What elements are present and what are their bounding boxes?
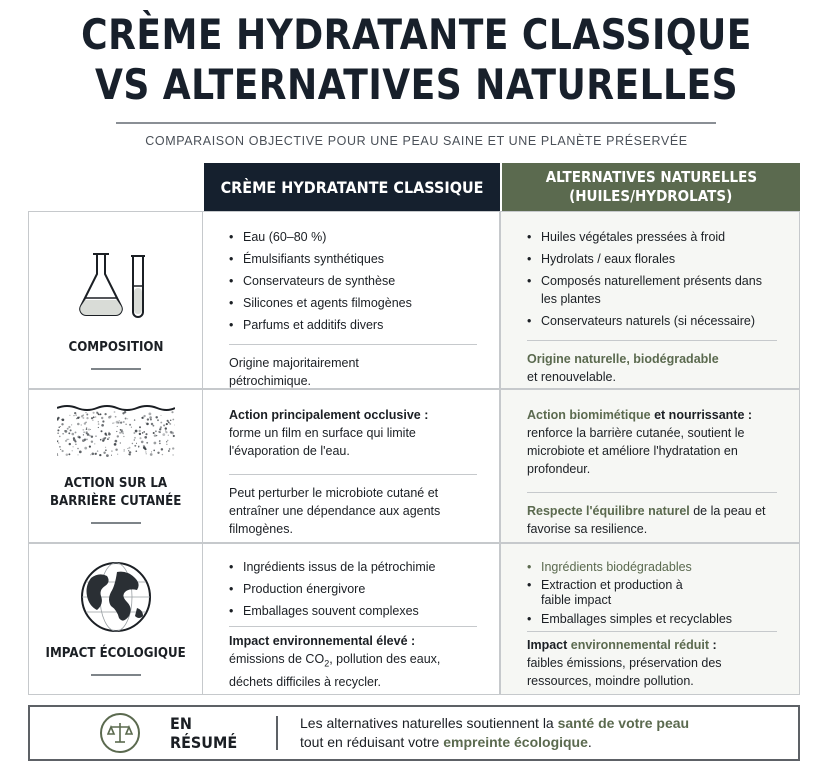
body-text: , pollution des eaux, déchets difficiles à recycler. (229, 652, 441, 689)
column-header-natural (502, 163, 800, 211)
label-underline (91, 674, 141, 676)
row-label-ecology (28, 543, 202, 695)
summary-box (28, 705, 800, 761)
composition-natural-note (527, 350, 777, 386)
highlight-text: Respecte l'équilibre naturel (527, 504, 690, 518)
summary-divider (276, 716, 278, 750)
composition-classic-list (229, 228, 477, 334)
composition-classic-note: Origine majoritairement pétrochimique. (229, 356, 359, 388)
list-item: • Production énergivore (229, 580, 477, 598)
bold-text: Action principalement occlusive : (229, 408, 429, 422)
cell-ecology-classic (202, 543, 500, 695)
cell-composition-classic (202, 211, 500, 389)
row-label-composition (28, 211, 202, 389)
summary-highlight: empreinte écologique (443, 734, 588, 750)
summary-highlight: santé de votre peau (557, 715, 690, 731)
summary-title: EN RÉSUMÉ (170, 714, 238, 752)
barrier-natural-note (527, 502, 777, 538)
row-label-text: IMPACT ÉCOLOGIQUE (45, 645, 186, 661)
label-line-2: BARRIÈRE CUTANÉE (49, 493, 182, 509)
list-item: • Ingrédients biodégradables (527, 558, 777, 576)
title-line-1: CRÈME HYDRATANTE CLASSIQUE (81, 10, 752, 59)
barrier-classic-text (229, 406, 454, 460)
list-item: • Composés naturellement présents dans les plantes (527, 272, 767, 308)
skin-texture-icon (57, 404, 175, 458)
cell-composition-natural (500, 211, 800, 389)
list-item: • Eau (60–80 %) (229, 228, 477, 246)
column-header-classic (204, 163, 500, 211)
column-header-classic-label: CRÈME HYDRATANTE CLASSIQUE (220, 177, 484, 197)
ecology-classic-note (229, 632, 469, 691)
list-item: • Conservateurs de synthèse (229, 272, 477, 290)
comparison-table (28, 211, 800, 695)
note-text: de la peau et favorise sa resilience. (527, 504, 766, 536)
list-item: • Emballages simples et recyclables (527, 610, 777, 628)
highlight-text: Action biomimétique (527, 408, 651, 422)
summary-text-part: Les alternatives naturelles soutiennent la (300, 715, 558, 731)
list-item: • Extraction et production à faible impact (527, 578, 697, 608)
list-item: • Ingrédients issus de la pétrochimie (229, 558, 477, 576)
page-title (58, 10, 774, 110)
title-divider (116, 122, 716, 124)
cell-divider (527, 492, 777, 493)
cell-barrier-natural (500, 389, 800, 543)
body-text: renforce la barrière cutanée, soutient le microbiote et améliore l'hydratation en profondeur. (527, 426, 745, 476)
barrier-classic-note: Peut perturber le microbiote cutané et entraîner une dépendance aux agents filmogènes. (229, 486, 441, 536)
bold-text: : (709, 638, 717, 652)
list-item: • Conservateurs naturels (si nécessaire) (527, 312, 777, 330)
barrier-natural-text (527, 406, 777, 478)
body-text: forme un film en surface qui limite l'évaporation de l'eau. (229, 426, 416, 458)
ecology-classic-list (229, 558, 477, 620)
label-underline (91, 522, 141, 524)
cell-ecology-natural (500, 543, 800, 695)
page-subtitle: COMPARAISON OBJECTIVE POUR UNE PEAU SAINE ET UNE PLANÈTE PRÉSERVÉE (145, 134, 688, 148)
ecology-natural-list (527, 558, 777, 628)
list-item: • Emballages souvent complexes (229, 602, 477, 620)
highlight-text: Origine naturelle, biodégradable (527, 352, 719, 366)
composition-natural-list (527, 228, 777, 330)
list-item: • Émulsifiants synthétiques (229, 250, 477, 268)
note-text: et renouvelable. (527, 370, 616, 384)
bold-text: Impact (527, 638, 568, 652)
bold-text: Impact environnemental élevé : (229, 634, 416, 648)
label-line-1: ACTION SUR LA (64, 475, 167, 491)
list-item: • Silicones et agents filmogènes (229, 294, 477, 312)
row-label-text (50, 474, 181, 510)
list-item: • Huiles végétales pressées à froid (527, 228, 777, 246)
summary-text (300, 714, 689, 752)
list-item: • Parfums et additifs divers (229, 316, 477, 334)
label-underline (91, 368, 141, 370)
cell-divider (527, 340, 777, 341)
summary-text-part: tout en réduisant votre (300, 734, 444, 750)
highlight-text: environnemental réduit (567, 638, 709, 652)
cell-divider (229, 344, 477, 345)
cell-barrier-classic (202, 389, 500, 543)
body-text: émissions de CO (229, 652, 325, 666)
globe-icon (79, 560, 153, 634)
ecology-natural-note (527, 636, 767, 690)
column-header-natural-line1: ALTERNATIVES NATURELLES (545, 168, 757, 186)
column-header-natural-line2: (HUILES/HYDROLATS) (569, 187, 733, 205)
cell-divider (229, 474, 477, 475)
bold-text: et nourrissante : (650, 408, 753, 422)
summary-text-part: . (587, 734, 592, 750)
row-label-barrier (28, 389, 202, 543)
subscript: 2 (324, 658, 330, 669)
cell-divider (527, 631, 777, 632)
lab-glassware-icon (75, 250, 157, 322)
cell-divider (229, 626, 477, 627)
title-line-2: VS ALTERNATIVES NATURELLES (94, 60, 739, 109)
row-label-text: COMPOSITION (67, 339, 163, 355)
list-item: • Hydrolats / eaux florales (527, 250, 777, 268)
balance-scale-icon (100, 713, 140, 753)
body-text: faibles émissions, préservation des ressources, moindre pollution. (527, 656, 722, 688)
